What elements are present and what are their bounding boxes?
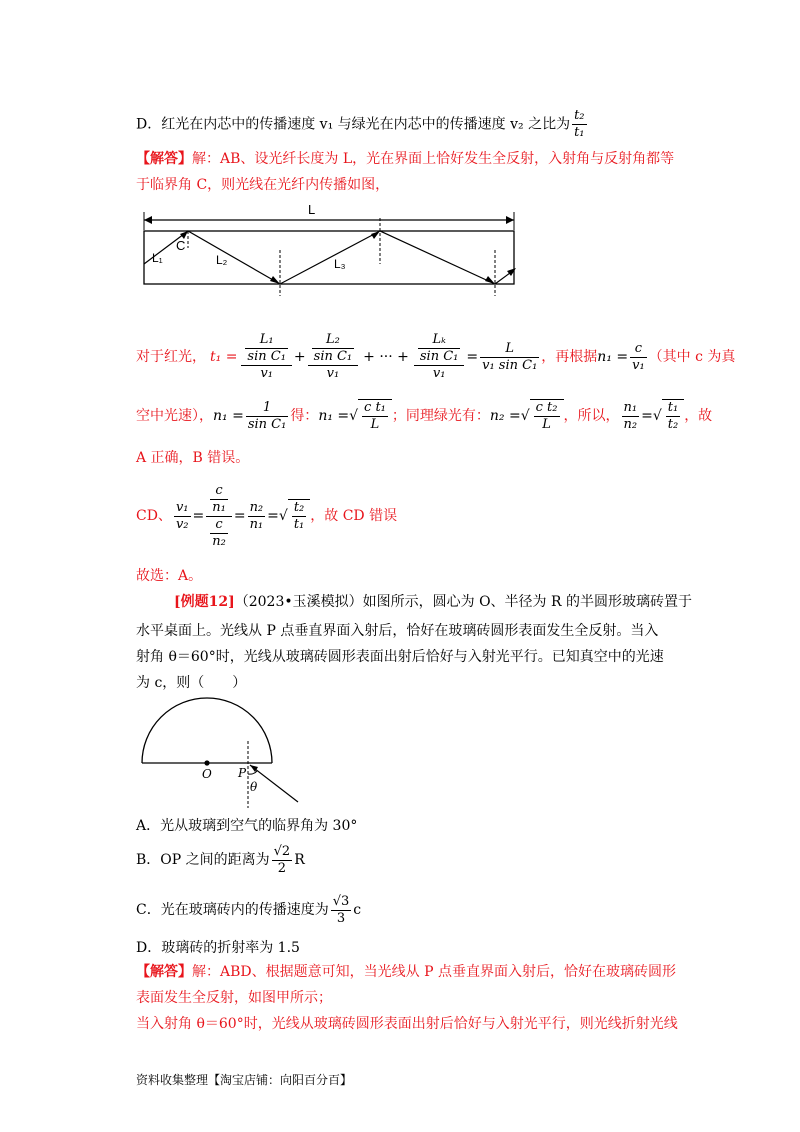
footer-source: 资料收集整理【淘宝店铺：向阳百分百】 xyxy=(136,1073,353,1087)
semicircle-glass-diagram xyxy=(138,696,308,810)
label-L1: L₁ xyxy=(152,251,163,265)
answer-1-line2: 于临界角 C，则光线在光纤内传播如图， xyxy=(136,177,390,193)
answer-2-line2: 表面发生全反射，如图甲所示； xyxy=(136,990,332,1006)
option-a: A．光从玻璃到空气的临界角为 30° xyxy=(136,818,358,834)
example12-line2: 水平桌面上。光线从 P 点垂直界面入射后，恰好在玻璃砖圆形表面发生全反射。当入 xyxy=(136,623,659,639)
semicircle-arc xyxy=(142,698,272,763)
label-O: O xyxy=(202,767,212,781)
label-L2: L₂ xyxy=(216,253,228,267)
label-theta: θ xyxy=(250,780,258,794)
ratio-fraction: $\frac{\text{t₂}}{\text{t₁}}$ xyxy=(574,108,585,140)
option-d-text: D．红光在内芯中的传播速度 v₁ 与绿光在内芯中的传播速度 v₂ 之比为 xyxy=(136,116,571,133)
conclusion-ab: A 正确，B 错误。 xyxy=(136,450,250,466)
option-c: C．光在玻璃砖内的传播速度为 $\frac{√3}{3}$ c xyxy=(136,893,362,926)
term-1: $\frac{\frac{\text{L₁}}{\text{sin C₁}}}{\text{v₁}}$ xyxy=(241,332,292,382)
label-L: L xyxy=(308,202,316,217)
term-2: $\frac{\frac{\text{L₂}}{\text{sin C₁}}}{\text{v₁}}$ xyxy=(308,332,359,382)
option-b: B．OP 之间的距离为 $\frac{√2}{2}$ R xyxy=(136,843,305,876)
example12-line3: 射角 θ＝60°时，光线从玻璃砖圆形表面出射后恰好与入射光平行。已知真空中的光速 xyxy=(136,649,664,665)
dim-arrow-right xyxy=(506,216,514,224)
red-light-formula: 对于红光， t₁ = $\frac{\frac{\text{L₁}}{\text{sin C₁}}}{\text{v₁}}$ + $\frac{\frac{\text{L₂}}{\text{sin C₁}}}{\text{v₁}}$ + ··· + $\frac{\frac{\text{Lₖ}}{\text{sin C₁}}}{\text{v₁}}$ = $\frac{L}{\text{v₁ sin C₁}}$ ，再根据 n₁ = $\frac{c}{\text{v₁}}$ （其中 c 为真 xyxy=(136,332,736,381)
answer-1-line1: 【解答】解：AB、设光纤长度为 L，光在界面上恰好发生全反射，入射角与反射角都等 xyxy=(136,151,675,167)
term-k: $\frac{\frac{\text{Lₖ}}{\text{sin C₁}}}{\text{v₁}}$ xyxy=(414,332,465,382)
answer-2-line3: 当入射角 θ＝60°时，光线从玻璃砖圆形表面出射后恰好与入射光平行，则光线折射光线 xyxy=(136,1016,678,1032)
answer-tag: 【解答】 xyxy=(136,151,192,167)
dim-arrow-left xyxy=(144,216,152,224)
answer-2-line1: 【解答】解：ABD、根据题意可知，当光线从 P 点垂直界面入射后，恰好在玻璃砖圆形 xyxy=(136,964,676,980)
optical-fiber-diagram xyxy=(140,198,522,298)
choose-answer: 故选：A。 xyxy=(136,568,203,584)
example12-line4: 为 c，则（ ） xyxy=(136,675,247,691)
term-total: $\frac{L}{\text{v₁ sin C₁}}$ xyxy=(482,340,538,373)
example-tag: [例题12] xyxy=(174,594,235,610)
option-d: D．玻璃砖的折射率为 1.5 xyxy=(136,940,300,956)
label-L3: L₃ xyxy=(334,257,346,271)
center-point xyxy=(204,760,209,765)
label-P: P xyxy=(238,766,247,780)
cd-formula: CD、 $\frac{\text{v₁}}{\text{v₂}}$ = $\frac{\frac{c}{\text{n₁}}}{\frac{c}{\text{n₂}}}$ = $\frac{\text{n₂}}{\text{n₁}}$ = √ $\frac{\text{t₂}}{\text{t₁}}$ ，故 CD 错误 xyxy=(136,482,398,549)
light-path xyxy=(144,231,495,284)
vacuum-speed-line: 空中光速）， n₁ = $\frac{1}{\text{sin C₁}}$ 得： n₁ = √ $\frac{\text{c t₁}}{L}$ ；同理绿光有： n₂ = √ $\frac{\text{c t₂}}{L}$ ，所以， $\frac{\text{n₁}}{\text{n₂}}$ = √ $\frac{\text{t₁}}{\text{t₂}}$ ，故 xyxy=(136,399,713,432)
example12-line1: [例题12]（2023•玉溪模拟）如图所示，圆心为 O、半径为 R 的半圆形玻璃砖置于 xyxy=(174,594,692,610)
option-d-top xyxy=(136,108,589,141)
label-C: C xyxy=(176,238,186,253)
